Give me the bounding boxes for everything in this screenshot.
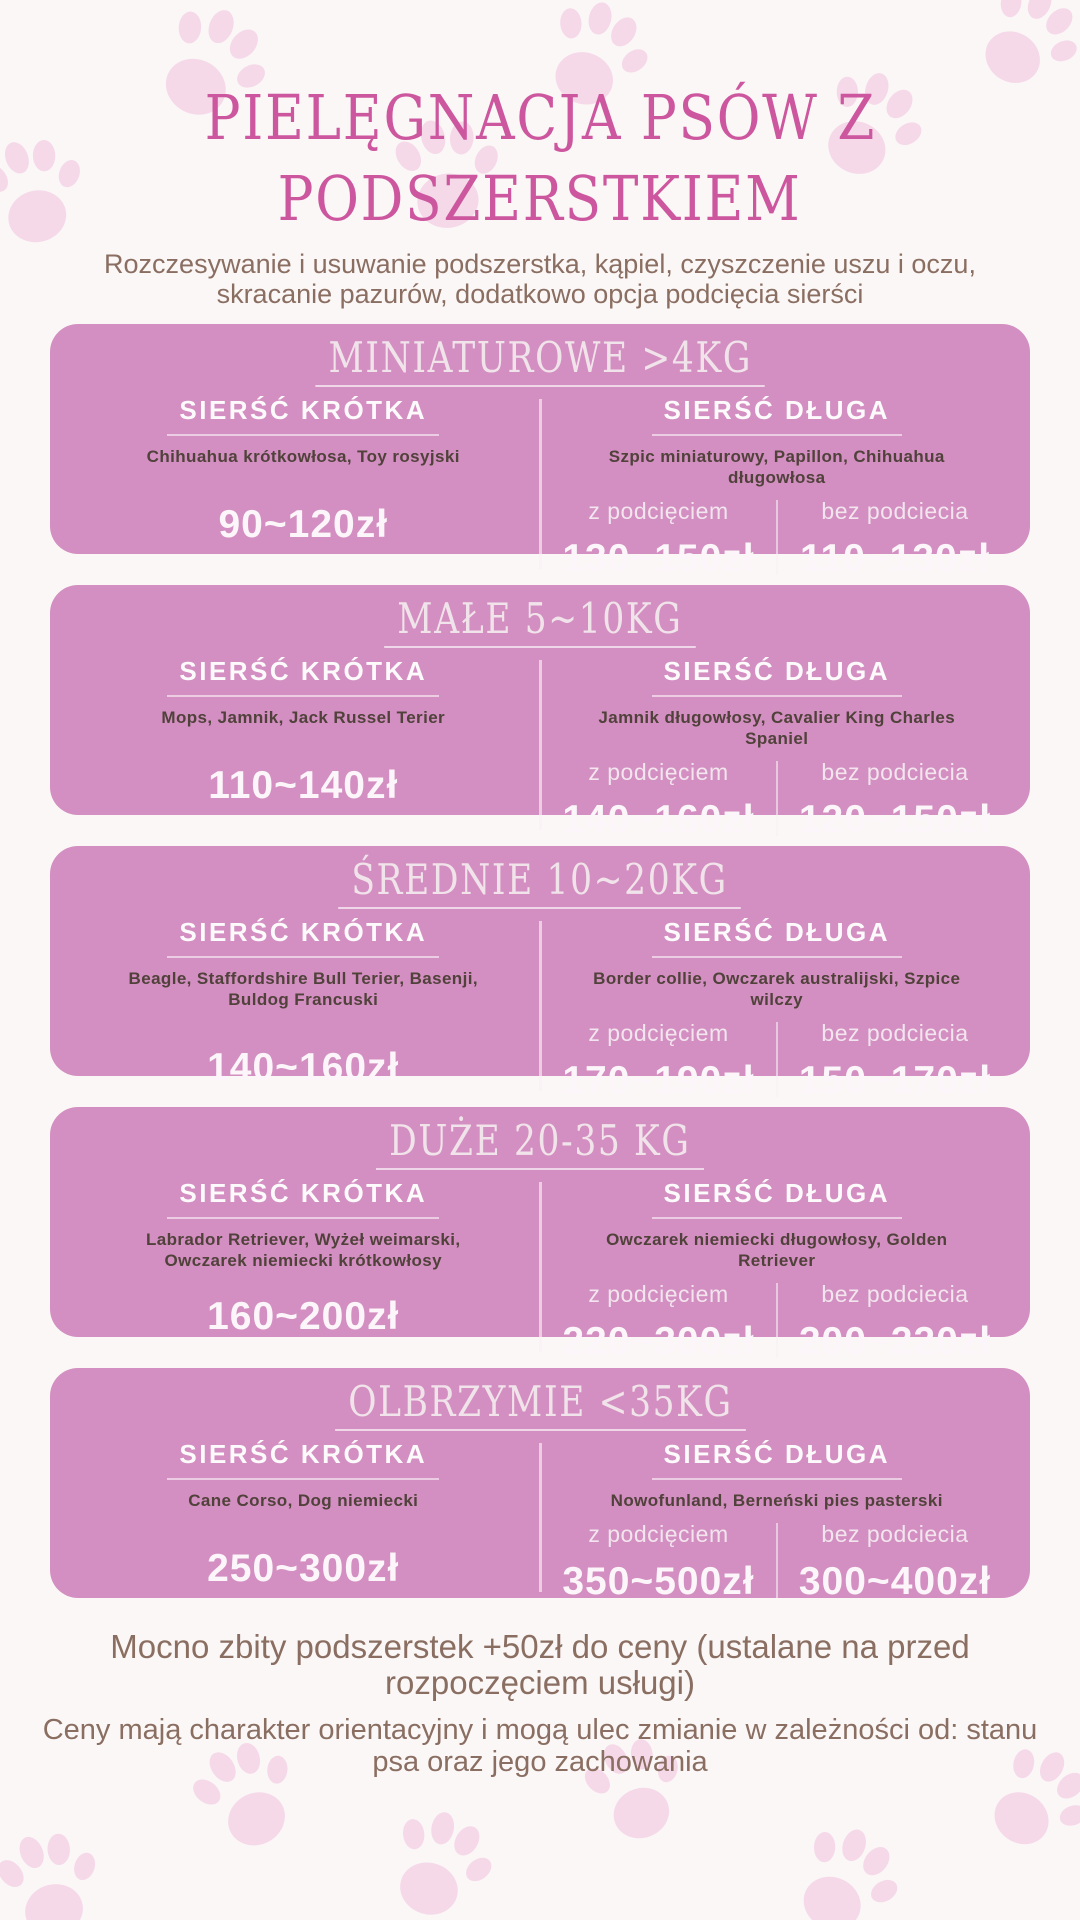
paw-icon (367, 1797, 508, 1920)
without-trim-label: bez podciecia (821, 498, 969, 525)
card-srednie (50, 846, 1030, 1103)
card-title: MAŁE 5~10KG (384, 597, 695, 648)
breeds-list: Nowofunland, Berneński pies pasterski (610, 1490, 943, 1510)
price-with-trim: 130~150zł (562, 537, 755, 581)
price-with-trim: 220~300zł (562, 1320, 755, 1364)
without-trim-label: bez podciecia (821, 1521, 969, 1547)
disclaimer-note: Ceny mają charakter orientacyjny i mogą ulec zmianie w zależności od: stanu psa oraz jego zachowania (42, 1714, 1038, 1779)
price-without-trim: 150~170zł (798, 1059, 992, 1103)
card-title: ŚREDNIE 10~20KG (339, 858, 742, 909)
long-coat-section (542, 654, 1013, 843)
with-trim-option (542, 759, 776, 842)
with-trim-label: z podcięciem (588, 1020, 729, 1047)
card-duze (50, 1107, 1030, 1364)
long-coat-header: SIERŚĆ DŁUGA (652, 915, 902, 958)
price-without-trim: 110~130zł (799, 537, 991, 581)
long-coat-section (542, 393, 1013, 582)
without-trim-option (778, 1281, 1012, 1364)
card-title: MINIATUROWE >4KG (315, 336, 765, 387)
short-coat-section (68, 1437, 539, 1604)
breeds-list: Szpic miniaturowy, Papillon, Chihuahua długowłosa (608, 446, 945, 487)
without-trim-option (778, 759, 1012, 842)
card-miniaturowe (50, 324, 1030, 581)
long-coat-header: SIERŚĆ DŁUGA (652, 393, 902, 436)
without-trim-option (778, 1521, 1012, 1604)
breeds-list: Mops, Jamnik, Jack Russel Terier (161, 707, 446, 727)
price-short-coat: 160~200zł (207, 1295, 400, 1339)
short-coat-header: SIERŚĆ KRÓTKA (167, 915, 439, 958)
short-coat-header: SIERŚĆ KRÓTKA (167, 1176, 439, 1219)
without-trim-label: bez podciecia (821, 759, 969, 786)
price-without-trim: 300~400zł (798, 1560, 992, 1603)
short-coat-header: SIERŚĆ KRÓTKA (167, 654, 439, 697)
breeds-list: Jamnik długowłosy, Cavalier King Charles Spaniel (598, 707, 956, 748)
long-coat-header: SIERŚĆ DŁUGA (652, 654, 902, 697)
breeds-list: Labrador Retriever, Wyżeł weimarski, Owczarek niemiecki krótkowłosy (145, 1229, 461, 1270)
paw-icon (769, 1809, 919, 1920)
price-short-coat: 110~140zł (208, 764, 399, 807)
poster-footer (0, 1629, 1080, 1779)
without-trim-label: bez podciecia (821, 1281, 969, 1308)
without-trim-label: bez podciecia (821, 1020, 969, 1047)
short-coat-header: SIERŚĆ KRÓTKA (167, 393, 439, 436)
breeds-list: Border collie, Owczarek australijski, Szpice wilczy (593, 968, 961, 1009)
card-male (50, 585, 1030, 842)
price-without-trim: 120~150zł (798, 798, 992, 842)
with-trim-option (542, 1020, 776, 1103)
short-coat-section (68, 1176, 539, 1365)
with-trim-label: z podcięciem (588, 1281, 729, 1308)
short-coat-header: SIERŚĆ KRÓTKA (167, 1437, 439, 1480)
with-trim-option (542, 1521, 776, 1604)
short-coat-section (68, 393, 539, 582)
poster-header (0, 0, 1080, 310)
card-olbrzymie (50, 1368, 1030, 1603)
price-short-coat: 250~300zł (207, 1547, 400, 1590)
card-title: DUŻE 20-35 KG (376, 1119, 704, 1170)
with-trim-label: z podcięciem (588, 1521, 729, 1547)
without-trim-option (778, 498, 1012, 581)
price-cards (0, 324, 1080, 1603)
with-trim-option (542, 498, 776, 581)
card-title: OLBRZYMIE <35KG (335, 1380, 746, 1431)
page-title (0, 78, 1080, 239)
with-trim-option (542, 1281, 776, 1364)
price-with-trim: 170~190zł (562, 1059, 755, 1103)
long-coat-section (542, 1437, 1013, 1604)
page-title-line1: PIELĘGNACJA PSÓW Z (204, 81, 876, 154)
paw-icon (0, 1819, 119, 1920)
long-coat-section (542, 915, 1013, 1104)
without-trim-option (778, 1020, 1012, 1103)
short-coat-section (68, 654, 539, 843)
breeds-list: Chihuahua krótkowłosa, Toy rosyjski (146, 446, 460, 466)
with-trim-label: z podcięciem (588, 498, 729, 525)
short-coat-section (68, 915, 539, 1104)
price-short-coat: 140~160zł (207, 1046, 400, 1090)
surcharge-note: Mocno zbity podszerstek +50zł do ceny (ustalane na przed rozpoczęciem usługi) (110, 1627, 970, 1701)
price-without-trim: 200~220zł (798, 1320, 992, 1364)
page-title-line2: PODSZERSTKIEM (278, 161, 802, 235)
breeds-list: Owczarek niemiecki długowłosy, Golden Retriever (606, 1229, 948, 1270)
with-trim-label: z podcięciem (588, 759, 729, 786)
price-short-coat: 90~120zł (218, 503, 389, 546)
price-with-trim: 140~160zł (562, 798, 755, 842)
long-coat-header: SIERŚĆ DŁUGA (652, 1437, 902, 1480)
long-coat-header: SIERŚĆ DŁUGA (652, 1176, 902, 1219)
breeds-list: Cane Corso, Dog niemiecki (188, 1490, 419, 1510)
breeds-list: Beagle, Staffordshire Bull Terier, Basenji, Buldog Francuski (128, 968, 478, 1009)
page-subtitle: Rozczesywanie i usuwanie podszerstka, kąpiel, czyszczenie uszu i oczu, skracanie pazurów, dodatkowo opcja podcięcia sierści (104, 249, 976, 310)
price-with-trim: 350~500zł (562, 1560, 755, 1603)
long-coat-section (542, 1176, 1013, 1365)
